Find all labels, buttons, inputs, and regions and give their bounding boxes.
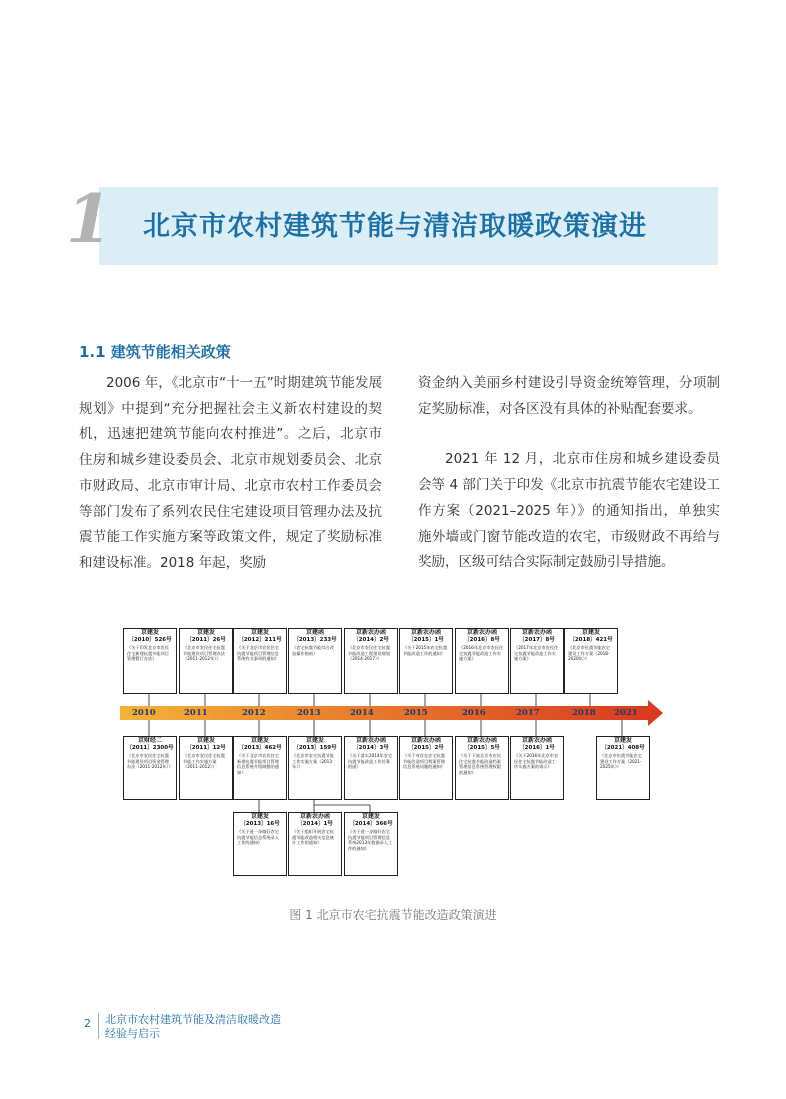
policy-title: 《关于进一步做好农宅抗震节能信息系统录入工作的通知》 bbox=[237, 829, 279, 845]
policy-box-bottom bbox=[510, 736, 564, 800]
document-number: 〔2015〕5号 bbox=[464, 745, 500, 751]
year-label: 2012 bbox=[242, 708, 266, 718]
policy-title: 《2017年北京市农民住宅抗震节能改造工作实施方案》 bbox=[514, 645, 559, 661]
year-label: 2011 bbox=[184, 708, 208, 718]
issuer-label: 京建发 bbox=[581, 629, 600, 636]
policy-title: 《关于对存在农宅抗震节能改造项目档案管理信息系统问题的通知》 bbox=[403, 753, 445, 769]
policy-box-top bbox=[344, 628, 398, 694]
year-label: 2013 bbox=[297, 708, 321, 718]
issuer-label: 京建发 bbox=[140, 629, 159, 636]
policy-title: 《农宅抗震节能综合改造操作指南》 bbox=[292, 645, 334, 656]
year-label: 2017 bbox=[516, 708, 540, 718]
document-number: 〔2010〕526号 bbox=[128, 637, 172, 643]
policy-title: 《关于印发北京市农民住宅新建抗震节能项目管理暂行办法》 bbox=[127, 645, 169, 661]
document-number: 〔2013〕16号 bbox=[240, 821, 280, 827]
issuer-label: 京建发 bbox=[361, 813, 380, 820]
year-label: 2018 bbox=[572, 708, 596, 718]
policy-box-bottom bbox=[399, 736, 453, 800]
document-number: 〔2017〕8号 bbox=[519, 637, 555, 643]
policy-title: 《北京市农民住宅抗震节能建设项目资金管理办法（2011-2012年）》 bbox=[127, 753, 173, 769]
issuer-label: 京建发 bbox=[613, 737, 632, 744]
section-title: 1.1 建筑节能相关政策 bbox=[79, 343, 231, 361]
document-number: 〔2015〕1号 bbox=[408, 637, 444, 643]
footer-book-subtitle: 经验与启示 bbox=[105, 1027, 160, 1040]
policy-title: 《关于下放北京市农民住宅抗震节能改造档案管理信息系统管理权限的通知》 bbox=[459, 753, 501, 775]
issuer-label: 京新农办函 bbox=[466, 629, 497, 636]
text-column-left bbox=[79, 371, 382, 577]
figure-caption: 图 1 北京市农宅抗震节能改造政策演进 bbox=[289, 908, 497, 922]
policy-box-bottom bbox=[233, 736, 287, 800]
issuer-label: 京新农办函 bbox=[521, 629, 552, 636]
chapter-number: 1 bbox=[66, 180, 112, 258]
policy-box-bottom bbox=[455, 736, 509, 800]
policy-box-bottom bbox=[288, 736, 342, 800]
document-number: 〔2014〕2号 bbox=[353, 637, 389, 643]
document-number: 〔2011〕12号 bbox=[186, 745, 226, 751]
document-number: 〔2014〕366号 bbox=[349, 821, 393, 827]
issuer-label: 京新农办函 bbox=[410, 737, 441, 744]
issuer-label: 京新农办函 bbox=[355, 629, 386, 636]
document-number: 〔2013〕233号 bbox=[293, 637, 337, 643]
issuer-label: 京财经二 bbox=[137, 737, 162, 744]
year-label: 2010 bbox=[132, 708, 156, 718]
policy-box-bottom bbox=[179, 736, 233, 800]
document-number: 〔2021〕408号 bbox=[601, 745, 645, 751]
policy-title: 《北京市农民住宅抗震节能工作实施方案（2011-2012）》 bbox=[183, 753, 225, 769]
document-number: 〔2013〕159号 bbox=[293, 745, 337, 751]
policy-title: 《北京市农宅抗震节能工作实施方案（2013年）》 bbox=[292, 753, 334, 769]
paragraph: 2021 年 12 月，北京市住房和城乡建设委员会等 4 部门关于印发《北京市抗震节能农宅建设工作方案（2021–2025 年）》的通知指出，单独实施外墙或门窗节能改造的农宅，市级财政不再给与奖励，区级可结合实际制定鼓励引导措施。 bbox=[418, 451, 720, 571]
chapter-title: 北京市农村建筑节能与清洁取暖政策演进 bbox=[143, 211, 647, 242]
year-label: 2015 bbox=[404, 708, 428, 718]
policy-box-sub bbox=[288, 812, 342, 876]
document-number: 〔2015〕2号 bbox=[408, 745, 444, 751]
document-number: 〔2016〕1号 bbox=[519, 745, 555, 751]
policy-title: 《关于落实2014年农宅抗震节能改造工作任务的函》 bbox=[348, 753, 393, 769]
document-number: 〔2013〕462号 bbox=[238, 745, 282, 751]
policy-box-top bbox=[510, 628, 564, 694]
document-number: 〔2011〕2300号 bbox=[126, 745, 174, 751]
footer-book-title: 北京市农村建筑节能及清洁取暖改造 bbox=[105, 1013, 281, 1026]
policy-title: 《北京市抗震节能农宅建设工作方案（2018-2020年）》 bbox=[568, 645, 610, 661]
document-number: 〔2012〕211号 bbox=[238, 637, 282, 643]
policy-box-sub bbox=[233, 812, 287, 876]
policy-title: 《北京市抗震节能农宅建设工作方案（2021-2025年）》 bbox=[600, 753, 642, 769]
footer-divider bbox=[98, 1013, 99, 1039]
document-number: 〔2014〕3号 bbox=[353, 745, 389, 751]
policy-title: 《关于2015年农宅抗震节能改造工作的通知》 bbox=[403, 645, 448, 656]
document-number: 〔2016〕8号 bbox=[464, 637, 500, 643]
policy-title: 《关于组织开展农宅抗震节能改造相关信息统计工作的通知》 bbox=[292, 829, 334, 845]
policy-box-top bbox=[123, 628, 177, 694]
policy-box-top bbox=[399, 628, 453, 694]
policy-title: 《北京市农民住宅抗震节能建设项目管理办法（2011-2012年）》 bbox=[183, 645, 225, 661]
page-number: 2 bbox=[84, 1017, 91, 1030]
policy-box-top bbox=[179, 628, 233, 694]
policy-box-top bbox=[288, 628, 342, 694]
policy-box-sub bbox=[344, 812, 398, 876]
issuer-label: 京建发 bbox=[250, 813, 269, 820]
paragraph: 资金纳入美丽乡村建设引导资金统筹管理，分项制定奖励标准，对各区没有具体的补贴配套要求。 bbox=[418, 375, 720, 417]
issuer-label: 京建发 bbox=[250, 737, 269, 744]
issuer-label: 京建函 bbox=[305, 629, 324, 636]
issuer-label: 京新农办函 bbox=[355, 737, 386, 744]
issuer-label: 京新农办函 bbox=[521, 737, 552, 744]
policy-title: 《北京市农民住宅抗震节能改造工程建设规划（2014-2017）》 bbox=[348, 645, 390, 661]
policy-box-bottom bbox=[596, 736, 650, 800]
issuer-label: 京建发 bbox=[196, 737, 215, 744]
issuer-label: 京新农办函 bbox=[466, 737, 497, 744]
policy-box-top bbox=[455, 628, 509, 694]
year-label: 2014 bbox=[350, 708, 374, 718]
policy-title: 《关于北京市农民住宅抗震节能项目管理信息系统有关事项的通知》 bbox=[237, 645, 279, 661]
document-number: 〔2014〕1号 bbox=[297, 821, 333, 827]
issuer-label: 京建发 bbox=[196, 629, 215, 636]
document-number: 〔2011〕26号 bbox=[186, 637, 226, 643]
document-number: 〔2018〕421号 bbox=[569, 637, 613, 643]
year-label: 2021 bbox=[614, 708, 638, 718]
policy-box-bottom bbox=[123, 736, 177, 800]
policy-title: 《关于北京市农民住宅新建抗震节能项目管理信息系统升级调整的通知》 bbox=[237, 753, 279, 775]
policy-title: 《2016年北京市农民住宅抗震节能改造工作实施方案》 bbox=[459, 645, 504, 661]
policy-title: 《关于2016年北京市农民住宅抗震节能改造工作实施方案的请示》 bbox=[514, 753, 559, 769]
policy-timeline-figure bbox=[118, 620, 668, 882]
policy-title: 《关于进一步做好农宅抗震节能项目管理信息系统2013年数据录入工作的通知》 bbox=[348, 829, 393, 851]
policy-box-bottom bbox=[344, 736, 398, 800]
policy-box-top bbox=[233, 628, 287, 694]
text-column-right bbox=[418, 371, 720, 576]
issuer-label: 京建发 bbox=[305, 737, 324, 744]
year-label: 2016 bbox=[462, 708, 486, 718]
policy-box-top bbox=[564, 628, 618, 694]
issuer-label: 京新农办函 bbox=[410, 629, 441, 636]
issuer-label: 京建发 bbox=[250, 629, 269, 636]
issuer-label: 京新农办函 bbox=[299, 813, 330, 820]
paragraph: 2006 年，《北京市“十一五”时期建筑节能发展规划》中提到“充分把握社会主义新农村建设的契机，迅速把建筑节能向农村推进”。之后，北京市住房和城乡建设委员会、北京市规划委员会、北京市财政局、北京市审计局、北京市农村工作委员会等部门发布了系列农民住宅建设项目管理办法及抗震节能工作实施方案等政策文件，规定了奖励标准和建设标准。2018 年起，奖励 bbox=[79, 375, 382, 571]
